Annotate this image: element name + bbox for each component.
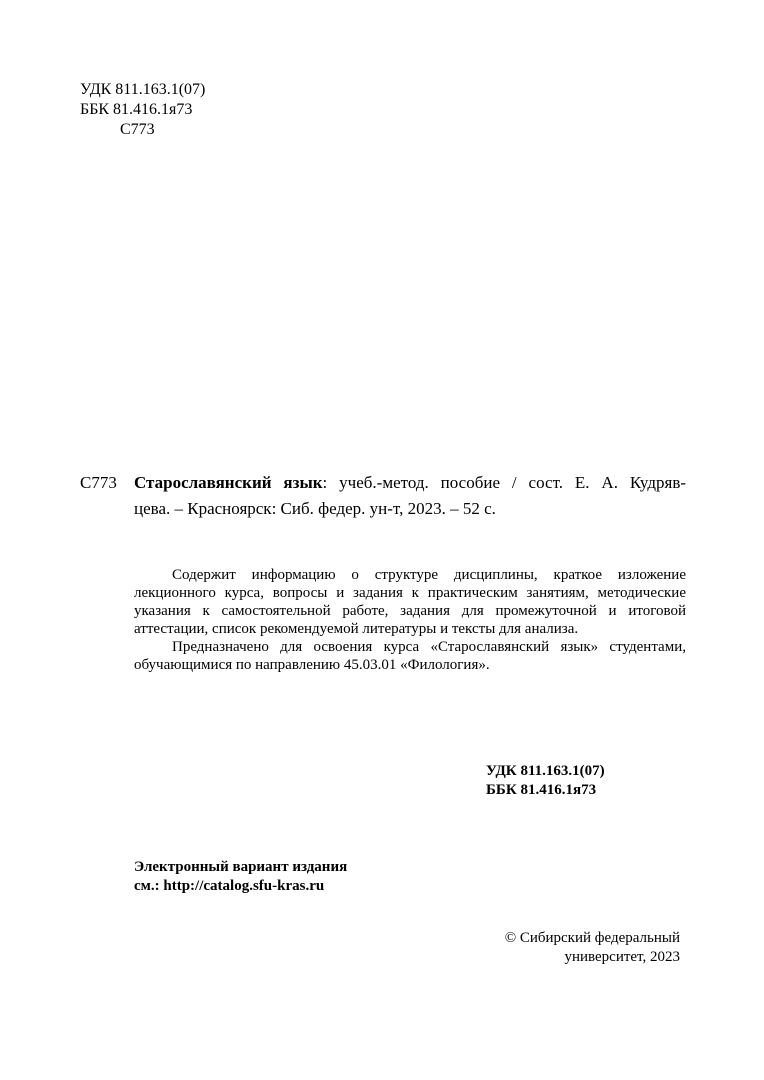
electronic-version-note (134, 858, 347, 896)
copyright-notice (470, 929, 680, 967)
electronic-version-url: см.: http://catalog.sfu-kras.ru (134, 878, 325, 894)
bottom-classification-codes (486, 762, 605, 800)
top-author-mark: С773 (120, 121, 155, 138)
entry-line-1-rest: : учеб.-метод. пособие / сост. Е. А. Кудряв- (322, 473, 687, 492)
bibliographic-entry (80, 470, 686, 522)
copyright-line-2: университет, 2023 (564, 949, 680, 965)
entry-description (134, 470, 686, 522)
electronic-version-label: Электронный вариант издания (134, 859, 348, 875)
entry-author-mark: С773 (80, 473, 117, 492)
entry-line-1 (134, 470, 686, 496)
entry-title: Старославянский язык (134, 473, 323, 492)
bottom-bbk-code: ББК 81.416.1я73 (486, 782, 597, 798)
annotation-paragraph-1: Содержит информацию о структуре дисциплины, краткое изложение лекционного курса, вопросы и задания к практическим занятиям, методические указания к самостоятельной работе, задания для промежуточной и итоговой аттестации, список рекомендуемой литературы и тексты для анализа. (134, 567, 686, 637)
bottom-udk-code: УДК 811.163.1(07) (486, 763, 605, 779)
annotation-paragraph-2: Предназначено для освоения курса «Старославянский язык» студентами, обучающимися по направлению 45.03.01 «Филология». (134, 639, 686, 673)
entry-line-2: цева. – Красноярск: Сиб. федер. ун-т, 2023. – 52 с. (134, 499, 496, 518)
copyright-line-1: © Сибирский федеральный (504, 930, 680, 946)
top-bbk-code: ББК 81.416.1я73 (80, 101, 193, 118)
top-udk-code: УДК 811.163.1(07) (80, 81, 206, 98)
top-classification-codes (80, 80, 205, 140)
annotation (134, 566, 686, 674)
